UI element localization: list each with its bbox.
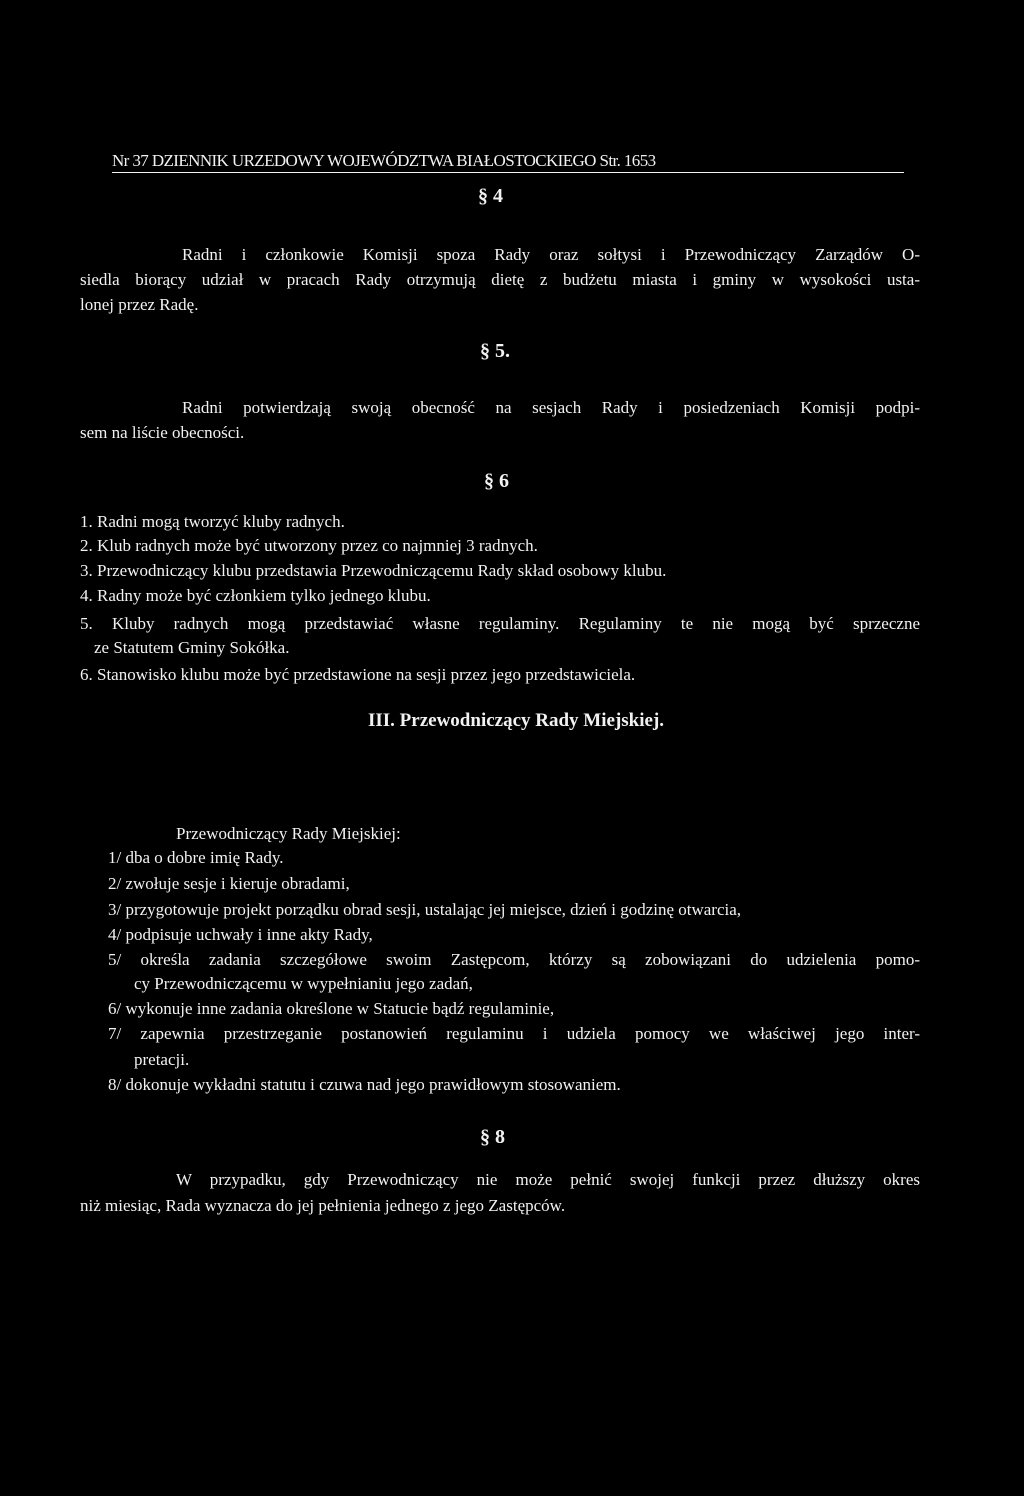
section-7-item: 2/ zwołuje sesje i kieruje obradami, — [108, 874, 350, 893]
section-6-item: 4. Radny może być członkiem tylko jednego klubu. — [80, 586, 431, 605]
section-5-line: Radni potwierdzają swoją obecność na sesjach Rady i posiedzeniach Komisji podpi- — [182, 398, 920, 417]
section-4-line: lonej przez Radę. — [80, 295, 199, 314]
section-7-item: 5/ określa zadania szczegółowe swoim Zastępcom, którzy są zobowiązani do udzielenia pomo- — [108, 950, 920, 969]
section-6-item: 5. Kluby radnych mogą przedstawiać własne regulaminy. Regulaminy te nie mogą być sprzeczne — [80, 614, 920, 633]
section-6-item: 3. Przewodniczący klubu przedstawia Przewodniczącemu Rady skład osobowy klubu. — [80, 561, 667, 580]
chapter-title: III. Przewodniczący Rady Miejskiej. — [368, 710, 665, 731]
section-8-heading: § 8 — [480, 1126, 505, 1148]
section-7-item: cy Przewodniczącemu w wypełnianiu jego zadań, — [134, 974, 473, 993]
section-7-item: 1/ dba o dobre imię Rady. — [108, 848, 284, 867]
section-8-line: niż miesiąc, Rada wyznacza do jej pełnienia jednego z jego Zastępców. — [80, 1196, 566, 1215]
section-5-line: sem na liście obecności. — [80, 423, 245, 442]
section-7-item: 6/ wykonuje inne zadania określone w Statucie bądź regulaminie, — [108, 999, 555, 1018]
section-7-item: 3/ przygotowuje projekt porządku obrad sesji, ustalając jej miejsce, dzień i godzinę otwarcia, — [108, 900, 742, 919]
section-6-item: 6. Stanowisko klubu może być przedstawione na sesji przez jego przedstawiciela. — [80, 665, 636, 684]
section-6-item: 1. Radni mogą tworzyć kluby radnych. — [80, 512, 345, 531]
section-5-heading: § 5. — [480, 340, 510, 362]
section-7-item: 7/ zapewnia przestrzeganie postanowień regulaminu i udziela pomocy we właściwej jego inter- — [108, 1024, 920, 1043]
section-4-line: Radni i członkowie Komisji spoza Rady oraz sołtysi i Przewodniczący Zarządów O- — [182, 245, 920, 264]
section-7-intro: Przewodniczący Rady Miejskiej: — [176, 824, 401, 843]
section-7-item: 4/ podpisuje uchwały i inne akty Rady, — [108, 925, 373, 944]
section-6-item: ze Statutem Gminy Sokółka. — [94, 638, 290, 657]
section-7-item: pretacji. — [134, 1050, 190, 1069]
section-4-heading: § 4 — [478, 185, 503, 207]
section-8-line: W przypadku, gdy Przewodniczący nie może pełnić swojej funkcji przez dłuższy okres — [176, 1170, 920, 1189]
section-7-item: 8/ dokonuje wykładni statutu i czuwa nad jego prawidłowym stosowaniem. — [108, 1075, 621, 1094]
page-header: Nr 37 DZIENNIK URZEDOWY WOJEWÓDZTWA BIAŁOSTOCKIEGO Str. 1653 — [112, 150, 904, 173]
section-4-line: siedla biorący udział w pracach Rady otrzymują dietę z budżetu miasta i gminy w wysokości usta- — [80, 270, 920, 289]
section-6-item: 2. Klub radnych może być utworzony przez co najmniej 3 radnych. — [80, 536, 538, 555]
section-6-heading: § 6 — [484, 470, 509, 492]
